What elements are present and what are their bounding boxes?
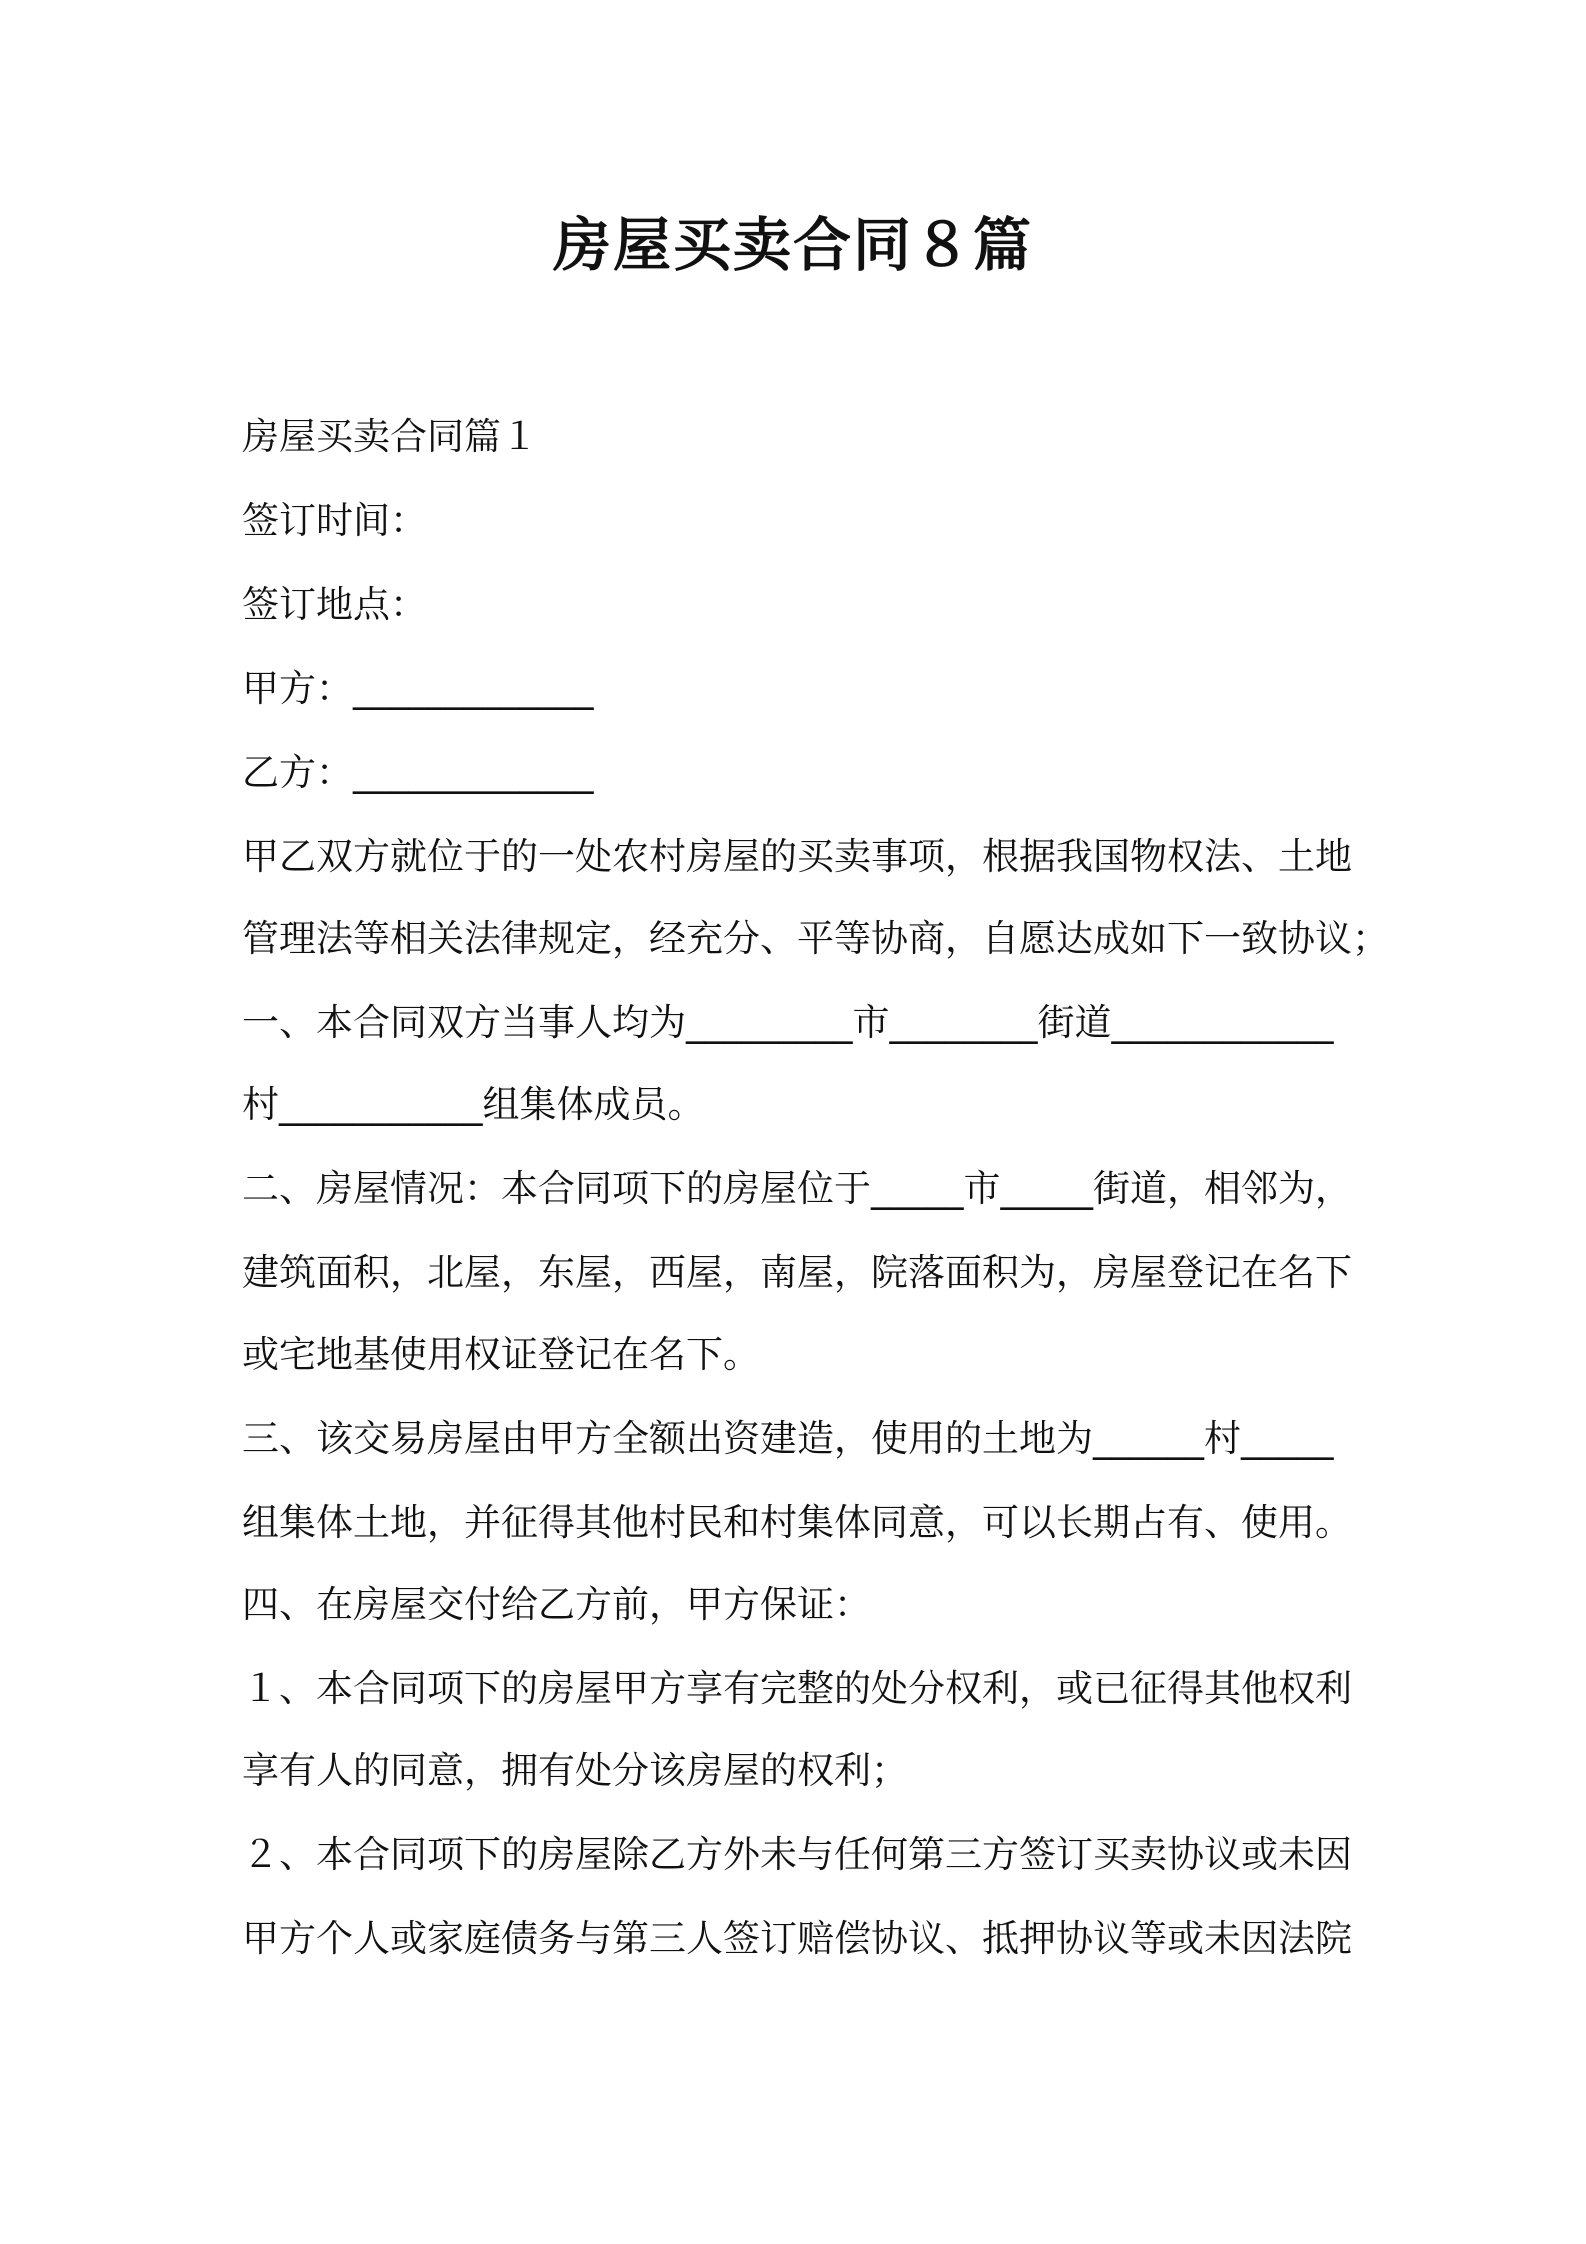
paragraph-line: 村___________组集体成员。 (242, 1083, 705, 1126)
paragraph-line: １、本合同项下的房屋甲方享有完整的处分权利，或已征得其他权利 (242, 1667, 1352, 1710)
document-title: 房屋买卖合同８篇 (552, 211, 1033, 279)
paragraph-line: 或宅地基使用权证登记在名下。 (242, 1333, 760, 1376)
paragraph-line: 乙方：_____________ (242, 751, 594, 794)
paragraph-line: ２、本合同项下的房屋除乙方外未与任何第三方签订买卖协议或未因 (242, 1833, 1352, 1876)
paragraph-line: 三、该交易房屋由甲方全额出资建造，使用的土地为______村_____ (242, 1417, 1334, 1460)
paragraph-line: 甲方个人或家庭债务与第三人签订赔偿协议、抵押协议等或未因法院 (242, 1917, 1352, 1960)
paragraph-line: 建筑面积，北屋，东屋，西屋，南屋，院落面积为，房屋登记在名下 (242, 1251, 1352, 1294)
paragraph-line: 二、房屋情况：本合同项下的房屋位于_____市_____街道，相邻为， (242, 1167, 1352, 1210)
paragraph-line: 一、本合同双方当事人均为_________市________街道____________ (242, 1001, 1334, 1044)
paragraph-line: 甲乙双方就位于的一处农村房屋的买卖事项，根据我国物权法、土地 (242, 835, 1352, 878)
paragraph-line: 甲方：_____________ (242, 667, 594, 710)
paragraph-line: 组集体土地，并征得其他村民和村集体同意，可以长期占有、使用。 (242, 1501, 1352, 1544)
paragraph-line: 签订时间： (242, 499, 427, 542)
paragraph-line: 管理法等相关法律规定，经充分、平等协商，自愿达成如下一致协议； (242, 917, 1389, 960)
paragraph-line: 签订地点： (242, 583, 427, 626)
paragraph-line: 四、在房屋交付给乙方前，甲方保证： (242, 1583, 871, 1626)
paragraph-line: 享有人的同意，拥有处分该房屋的权利； (242, 1749, 908, 1792)
section-heading: 房屋买卖合同篇１ (242, 415, 538, 458)
